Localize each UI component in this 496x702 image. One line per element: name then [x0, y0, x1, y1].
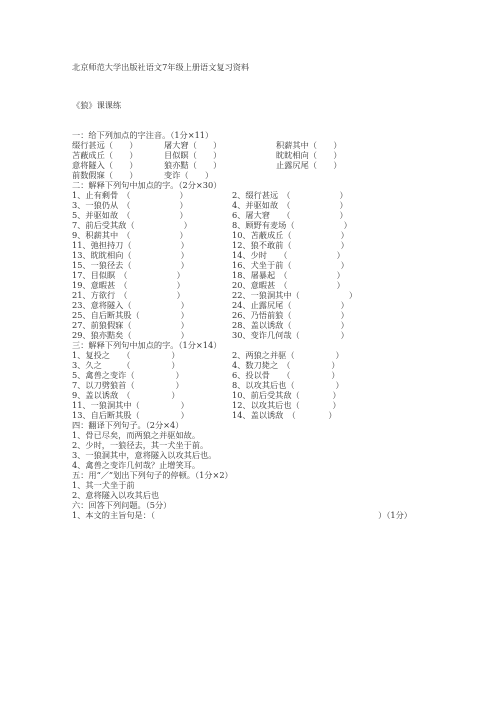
s3-item: 7、以刀劈狼首（ ）	[72, 380, 184, 390]
s1-item: 变诈（ ）	[164, 170, 214, 180]
section-2-row	[72, 280, 486, 290]
s1-item: 狼亦黠（ ）	[164, 160, 222, 170]
section-2-header: 二：解释下列句中加点的字。（2分×30）	[72, 180, 222, 190]
s2-item: 11、弛担持刀（ ）	[72, 240, 189, 250]
section-3-header: 三：解释下列句中加点的字。（1分×14）	[72, 340, 222, 350]
section-2-row	[72, 240, 486, 250]
section-2-row	[72, 230, 486, 240]
s1-item: 苫蔽成丘（ ）	[72, 150, 138, 160]
s2-item: 30、变诈几何哉（ ）	[232, 330, 349, 340]
s1-item: 眈眈相向（ ）	[276, 150, 342, 160]
s3-item: 12、以攻其后也（ ）	[232, 400, 341, 410]
s2-item: 28、盖以诱敌（ ）	[232, 320, 349, 330]
s4-item: 2、少时，一狼径去，其一犬坐于前。	[72, 440, 209, 450]
s2-item: 20、意暇甚 （ ）	[232, 280, 345, 290]
s2-item: 23、意将隧入（ ）	[72, 300, 189, 310]
s2-item: 25、自后断其股（ ）	[72, 310, 189, 320]
s1-item: 目似瞑（ ）	[164, 150, 222, 160]
s3-item: 5、禽兽之变诈（ ）	[72, 370, 184, 380]
section-2-row	[72, 320, 486, 330]
s2-item: 27、前狼假寐（ ）	[72, 320, 189, 330]
section-1-header: 一：给下列加点的字注音。（1分×11）	[72, 130, 214, 140]
s5-item: 1、其一犬坐于前	[72, 480, 135, 490]
s2-item: 12、狼不敢前（ ）	[232, 240, 349, 250]
s2-item: 2、缀行甚远 （ ）	[232, 190, 348, 200]
s2-item: 5、并驱如故 （ ）	[72, 210, 188, 220]
section-1-row	[72, 150, 486, 160]
s1-item: 止露尻尾（ ）	[276, 160, 342, 170]
section-2-row	[72, 260, 486, 270]
s2-item: 6、屠大窘 （ ）	[232, 210, 348, 220]
s4-item: 1、骨已尽矣，而两狼之并驱如故。	[72, 430, 201, 440]
s2-item: 15、一狼径去（ ）	[72, 260, 189, 270]
section-2-row	[72, 310, 486, 320]
s2-item: 7、前后受其敌（ ）	[72, 220, 192, 230]
s3-item: 2、两狼之并驱（ ）	[232, 350, 344, 360]
section-3-row	[72, 380, 486, 390]
s2-item: 3、一狼仍从 （ ）	[72, 200, 188, 210]
section-3-row	[72, 410, 486, 420]
section-2-row	[72, 290, 486, 300]
section-2-row	[72, 300, 486, 310]
s2-item: 18、屠暴起 （ ）	[232, 270, 345, 280]
s2-item: 13、眈眈相向（ ）	[72, 250, 189, 260]
s6-q1-score: ）（1分）	[378, 510, 412, 520]
s4-item: 4、禽兽之变诈几何哉？止增笑耳。	[72, 460, 201, 470]
s1-item: 积薪其中（ ）	[276, 140, 342, 150]
s4-item: 3、一狼洞其中，意将隧入以攻其后也。	[72, 450, 217, 460]
s2-item: 29、狼亦黠矣（ ）	[72, 330, 189, 340]
s2-item: 8、顾野有麦场（ ）	[232, 220, 352, 230]
s2-item: 26、乃悟前狼（ ）	[232, 310, 349, 320]
s2-item: 24、止露尻尾（ ）	[232, 300, 349, 310]
section-2-row	[72, 270, 486, 280]
s3-item: 4、数刀毙之 （ ）	[232, 360, 340, 370]
s1-item	[276, 170, 426, 180]
s3-item: 14、盖以诱敌 （ ）	[232, 410, 337, 420]
s3-item: 1、复投之 （ ）	[72, 350, 180, 360]
s6-q1-text: 1、本文的主旨句是：（	[72, 510, 155, 520]
section-2-row	[72, 200, 486, 210]
s3-item: 10、前后受其敌（ ）	[232, 390, 341, 400]
section-1-row	[72, 140, 486, 150]
section-3-row	[72, 400, 486, 410]
s1-item: 屠大窘（ ）	[164, 140, 222, 150]
section-4-header: 四：翻译下列句子。（2分×4）	[72, 420, 184, 430]
section-6-header: 六：回答下列问题。（5分）	[72, 500, 172, 510]
section-3-row	[72, 350, 486, 360]
s3-item: 3、久之 （ ）	[72, 360, 180, 370]
s2-item: 19、意暇甚 （ ）	[72, 280, 185, 290]
s2-item: 4、并驱如故 （ ）	[232, 200, 348, 210]
section-2-row	[72, 220, 486, 230]
s2-item: 1、止有剩骨 （ ）	[72, 190, 188, 200]
section-5-header: 五：用“／”划出下列句子的停顿。（1分×2）	[72, 470, 233, 480]
exercise-content	[72, 130, 486, 520]
section-2-row	[72, 210, 486, 220]
document-title: 北京师范大学出版社语文7年级上册语文复习资料	[72, 62, 250, 72]
section-2-row	[72, 190, 486, 200]
section-3-row	[72, 390, 486, 400]
s3-item: 9、盖以诱敌 （ ）	[72, 390, 180, 400]
s6-question-1	[72, 510, 412, 520]
s1-item: 意将隧入（ ）	[72, 160, 138, 170]
section-1-row	[72, 160, 486, 170]
s3-item: 8、以攻其后也（ ）	[232, 380, 344, 390]
s3-item: 6、投以骨 （ ）	[232, 370, 340, 380]
s1-item: 缀行甚远（ ）	[72, 140, 138, 150]
s5-item: 2、意将隧入以攻其后也	[72, 490, 160, 500]
s1-item: 前数假寐（ ）	[72, 170, 138, 180]
s2-item: 14、少时 （ ）	[232, 250, 345, 260]
s3-item: 13、自后断其股（ ）	[72, 410, 189, 420]
section-2-row	[72, 250, 486, 260]
s2-item: 22、一狼洞其中（ ）	[232, 290, 358, 300]
s2-item: 16、犬坐于前（ ）	[232, 260, 349, 270]
s3-item: 11、一狼洞其中（ ）	[72, 400, 189, 410]
section-3-row	[72, 370, 486, 380]
section-1-row	[72, 170, 486, 180]
section-3-row	[72, 360, 486, 370]
document-subtitle: 《狼》课课练	[72, 100, 122, 110]
s2-item: 10、苫蔽成丘（ ）	[232, 230, 349, 240]
s2-item: 21、方欲行 （ ）	[72, 290, 185, 300]
section-2-row	[72, 330, 486, 340]
s2-item: 17、目似瞑 （ ）	[72, 270, 185, 280]
s2-item: 9、积薪其中 （ ）	[72, 230, 188, 240]
